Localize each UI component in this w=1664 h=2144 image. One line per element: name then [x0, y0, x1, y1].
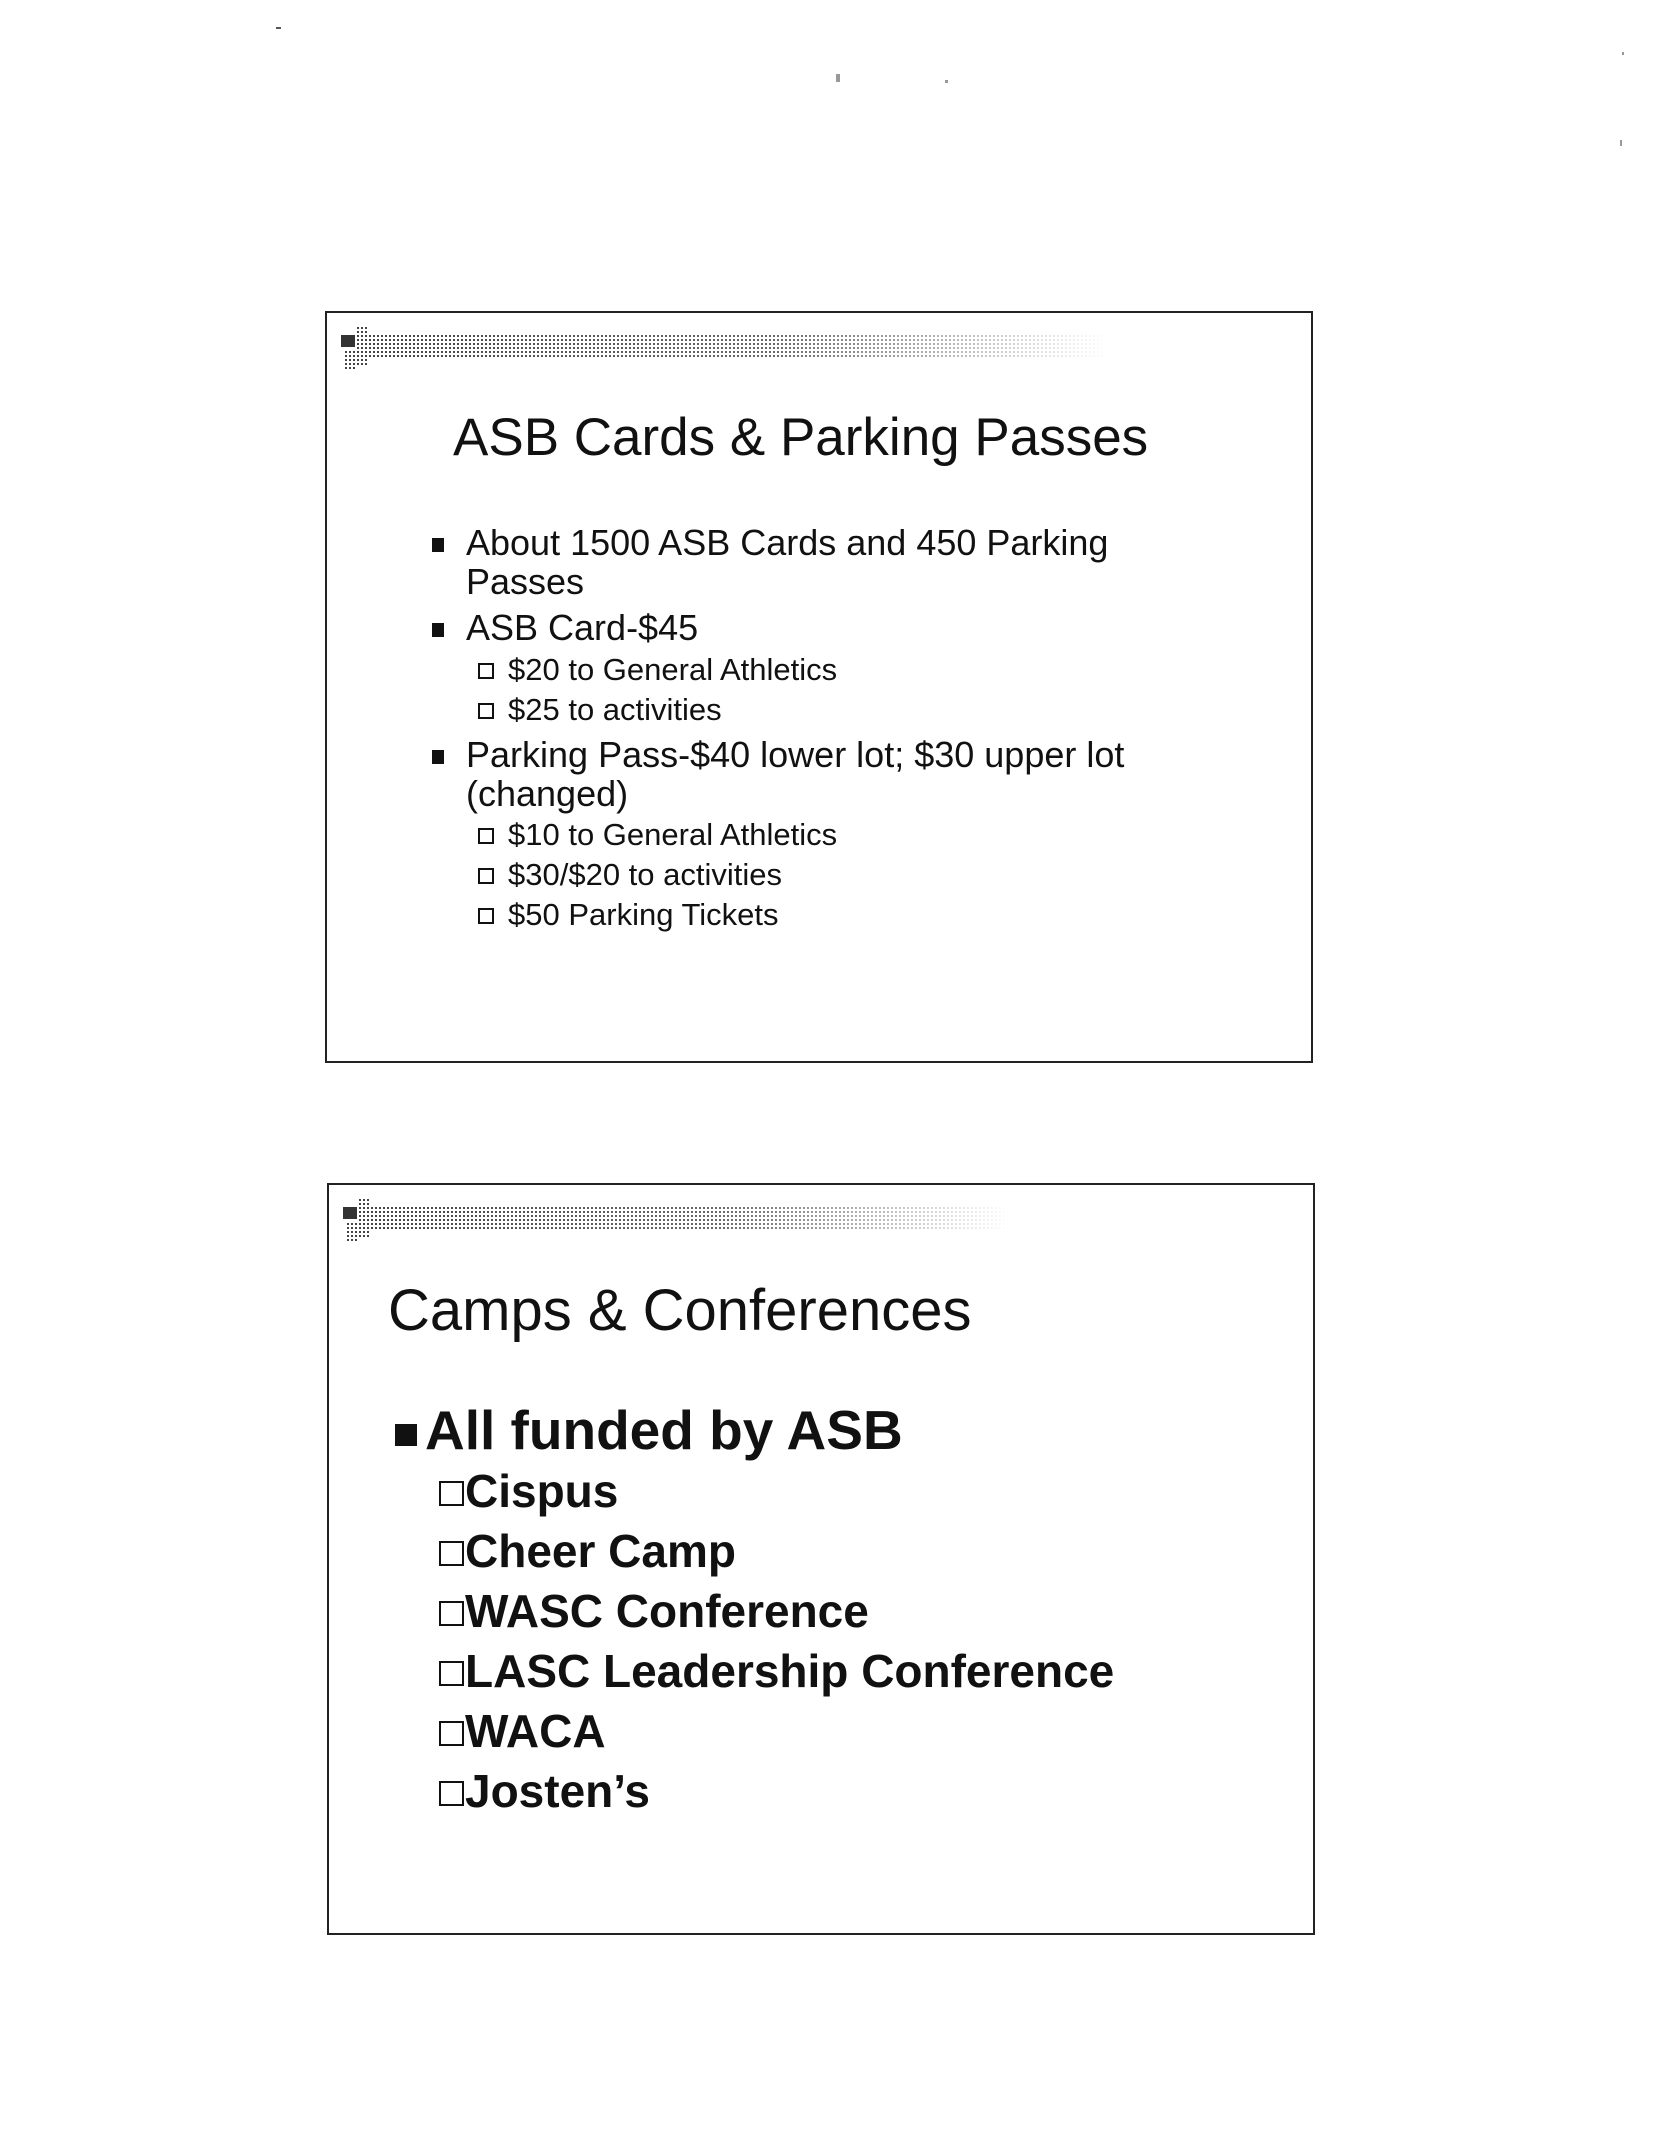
sub-bullet-item [508, 653, 837, 687]
hollow-square-icon [478, 663, 494, 679]
bullet-text: About 1500 ASB Cards and 450 Parking Passes [466, 522, 1109, 602]
filled-square-icon [432, 538, 444, 552]
scan-speck [945, 80, 948, 83]
sub-bullet-item [465, 1705, 606, 1757]
slide-header-decoration [333, 323, 1113, 371]
scan-speck [276, 27, 281, 29]
bullet-text: All funded by ASB [425, 1399, 903, 1461]
sub-bullet-text: WACA [465, 1705, 606, 1757]
sub-bullet-item [508, 858, 782, 892]
sub-bullet-text: LASC Leadership Conference [465, 1645, 1115, 1697]
slide-title: Camps & Conferences [388, 1278, 972, 1343]
sub-bullet-text: $10 to General Athletics [508, 817, 838, 852]
hollow-square-icon [439, 1541, 464, 1566]
hollow-square-icon [478, 703, 494, 719]
filled-square-icon [432, 623, 444, 637]
filled-square-icon [432, 750, 444, 764]
hollow-square-icon [439, 1781, 464, 1806]
bullet-item [466, 735, 1226, 813]
slide-camps-conferences [327, 1183, 1315, 1935]
sub-bullet-item [508, 693, 722, 727]
hollow-square-icon [439, 1721, 464, 1746]
sub-bullet-item [508, 818, 837, 852]
scan-speck [836, 74, 840, 82]
bullet-item [466, 608, 1226, 647]
sub-bullet-item [465, 1765, 650, 1817]
sub-bullet-text: Josten’s [465, 1765, 650, 1817]
bullet-item [425, 1400, 903, 1460]
sub-bullet-item [465, 1585, 869, 1637]
slide-asb-cards [325, 311, 1313, 1063]
hollow-square-icon [439, 1481, 464, 1506]
sub-bullet-text: $25 to activities [508, 692, 722, 727]
hollow-square-icon [478, 868, 494, 884]
slide-title: ASB Cards & Parking Passes [453, 408, 1149, 467]
sub-bullet-text: Cheer Camp [465, 1525, 736, 1577]
sub-bullet-item [465, 1645, 1114, 1697]
hollow-square-icon [439, 1601, 464, 1626]
sub-bullet-text: WASC Conference [465, 1585, 869, 1637]
scan-speck [1620, 140, 1622, 146]
bullet-text: ASB Card-$45 [466, 607, 699, 648]
slide-header-decoration [335, 1195, 1115, 1243]
filled-square-icon [395, 1424, 417, 1446]
bullet-item [466, 523, 1226, 601]
hollow-square-icon [478, 908, 494, 924]
hollow-square-icon [478, 828, 494, 844]
hollow-square-icon [439, 1661, 464, 1686]
sub-bullet-item [508, 898, 779, 932]
bullet-text: Parking Pass-$40 lower lot; $30 upper lot (changed) [466, 734, 1125, 814]
sub-bullet-text: $30/$20 to activities [508, 857, 783, 892]
sub-bullet-item [465, 1465, 618, 1517]
sub-bullet-item [465, 1525, 736, 1577]
sub-bullet-text: $50 Parking Tickets [508, 897, 779, 932]
sub-bullet-text: $20 to General Athletics [508, 652, 838, 687]
scan-speck [1622, 52, 1624, 55]
sub-bullet-text: Cispus [465, 1465, 619, 1517]
